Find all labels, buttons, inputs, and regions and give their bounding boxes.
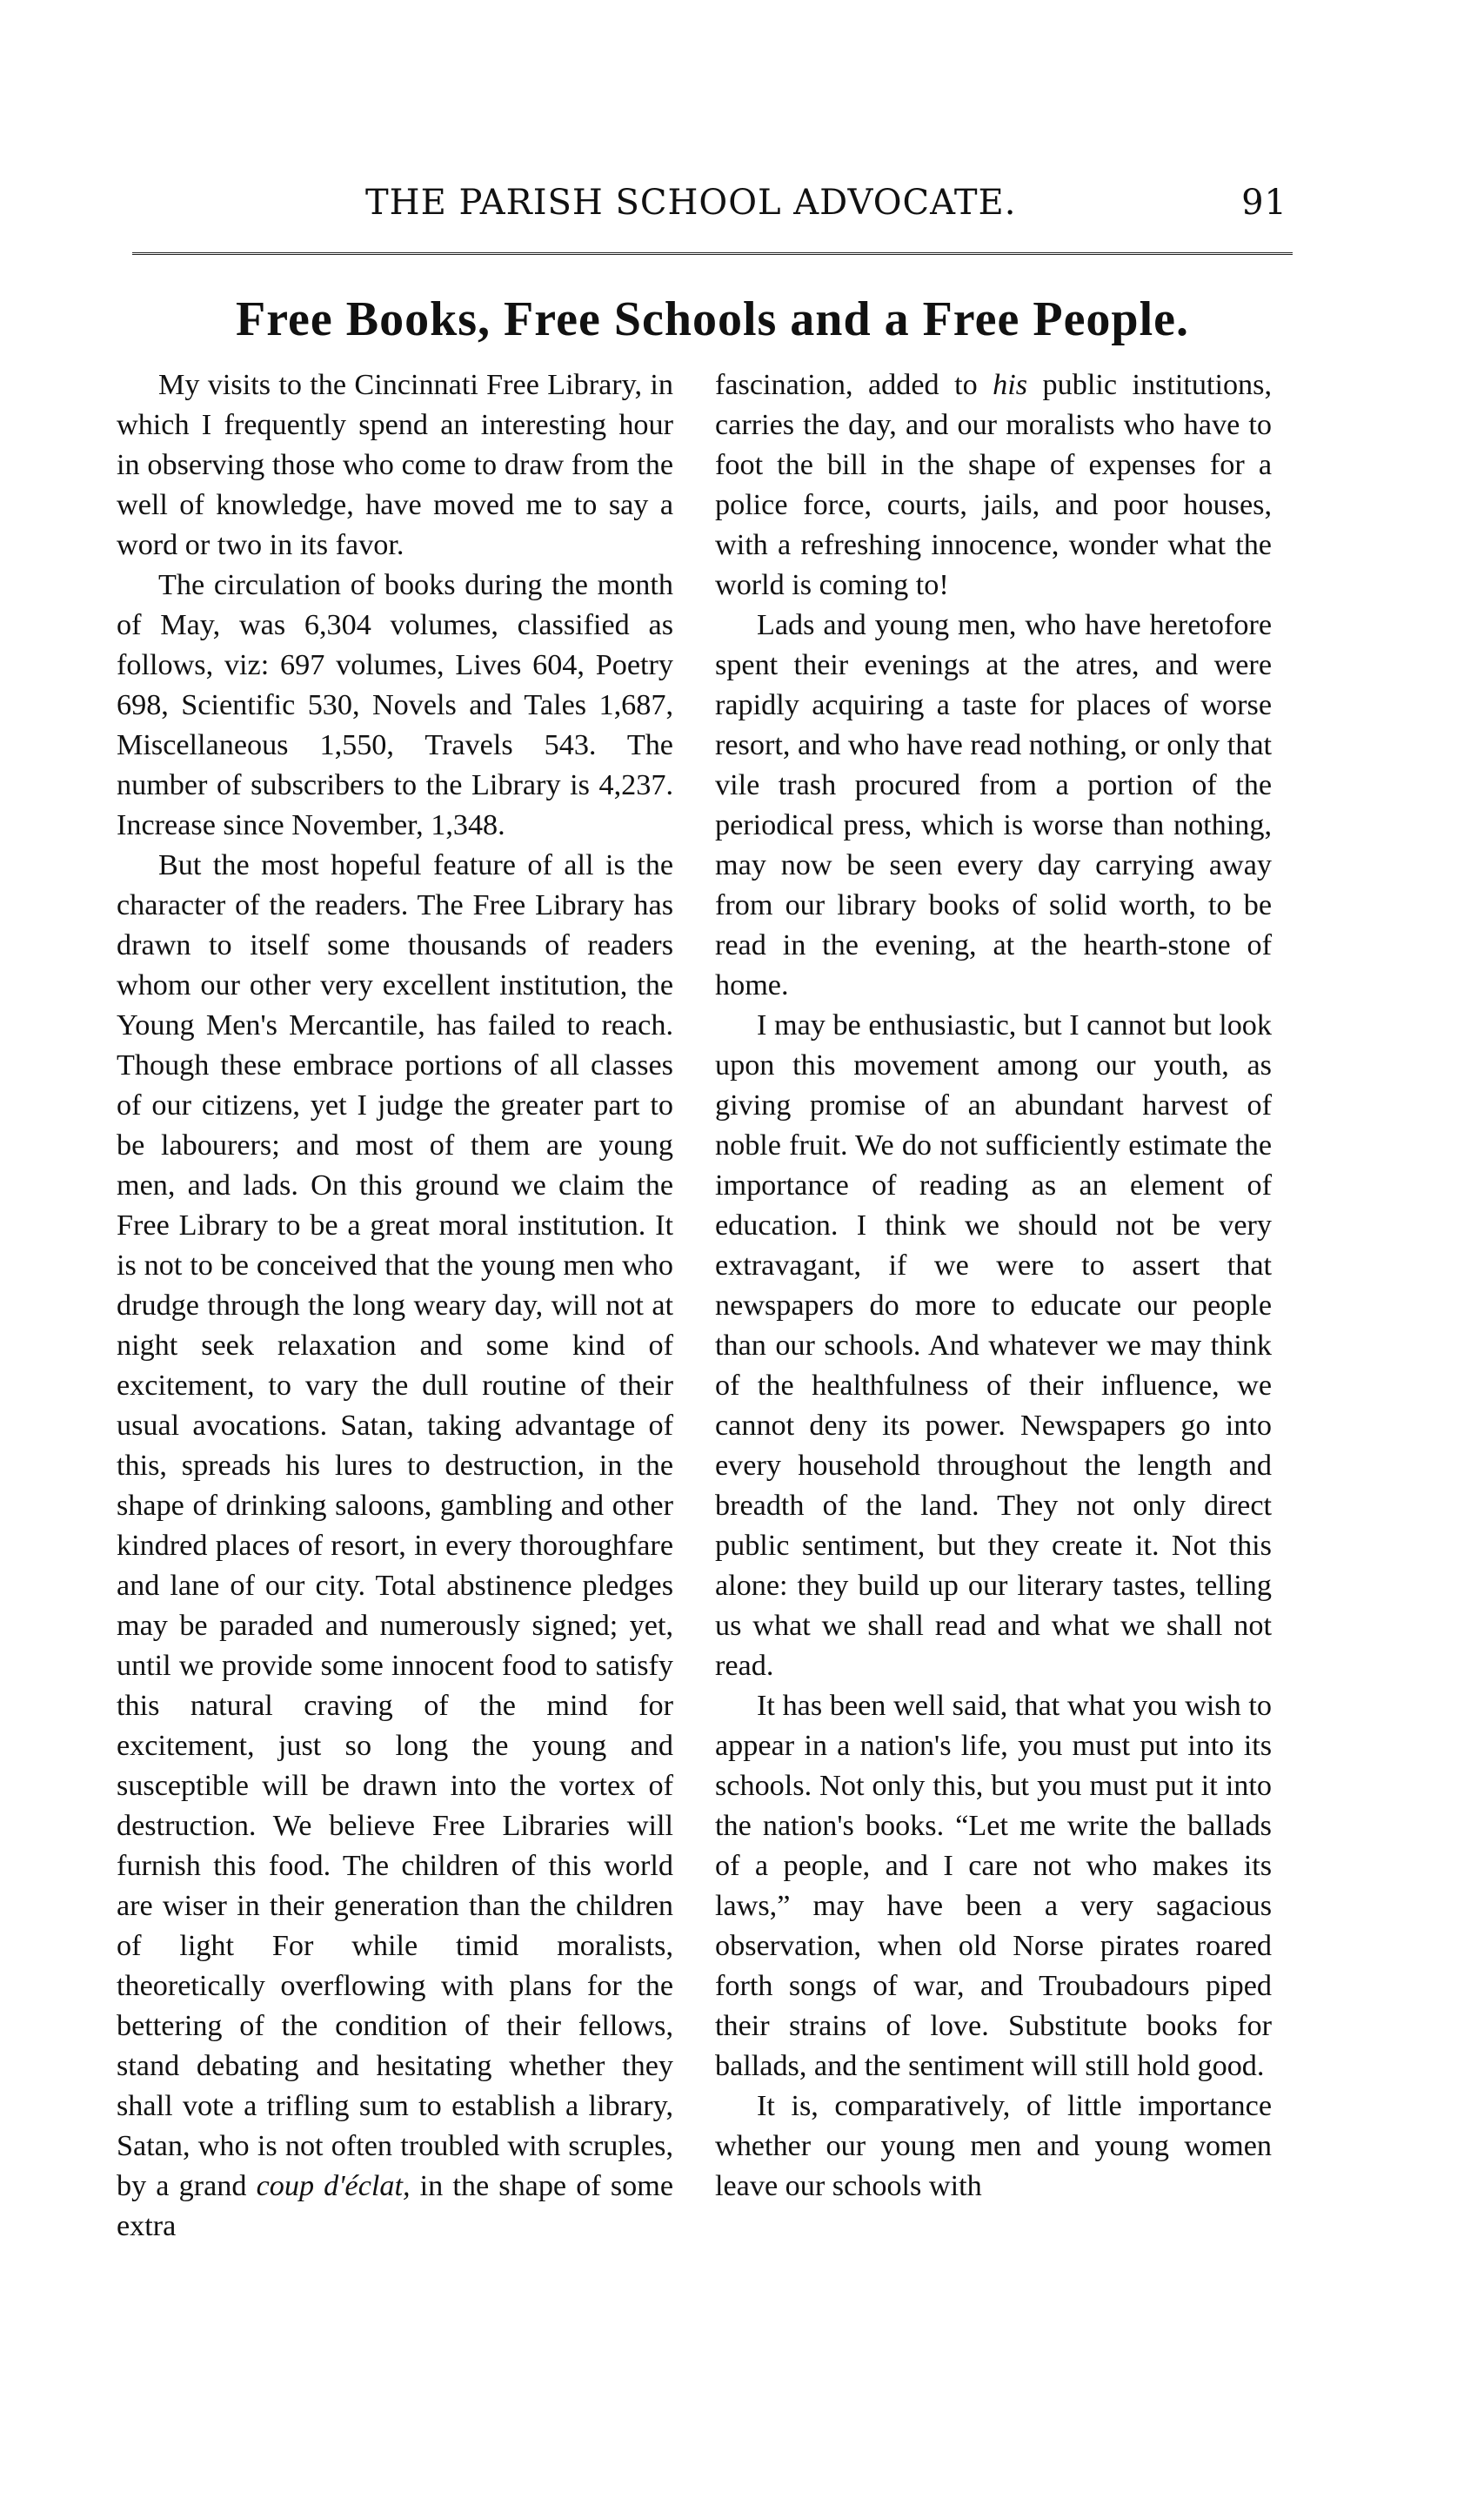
paragraph: I may be enthusiastic, but I cannot but look upon this movement among our youth, as giving promise of an abundant harvest of noble fruit. We do not sufficiently estimate the importance of reading as an element of education. I think we should not be very extravagant, if we were to assert that newspapers do more to educate our people than our schools. And whatever we may think of the healthfulness of their influence, we cannot deny its power. Newspapers go into every household throughout the length and breadth of the land. They not only direct public sentiment, but they create it. Not this alone: they build up our literary tastes, telling us what we shall read and what we shall not read.: [715, 1009, 1272, 1682]
italic-word: his: [993, 369, 1028, 401]
running-title: THE PARISH SCHOOL ADVOCATE.: [365, 183, 1017, 223]
left-column: [117, 365, 673, 2247]
italic-phrase: coup d'éclat,: [256, 2170, 411, 2202]
paragraph: It has been well said, that what you wish to appear in a nation's life, you must put into its schools. Not only this, but you must put it into the nation's books. “Let me write the ballads of a people, and I care not who makes its laws,” may have been a very sagacious observation, when old Norse pirates roared forth songs of war, and Troubadours piped their strains of love. Substitute books for ballads, and the sentiment will still hold good.: [715, 1690, 1272, 2082]
paragraph: fascination, added to his public institutions, carries the day, and our moralists who have to foot the bill in the shape of expenses for a police force, courts, jails, and poor houses, with a refreshing innocence, wonder what the world is coming to!: [715, 369, 1272, 601]
paragraph: Lads and young men, who have heretofore spent their evenings at the atres, and were rapidly acquiring a taste for places of worse resort, and who have read nothing, or only that vile trash procured from a portion of the periodical press, which is worse than nothing, may now be seen every day carrying away from our library books of solid worth, to be read in the evening, at the hearth-stone of home.: [715, 609, 1272, 1001]
article-title: Free Books, Free Schools and a Free People.: [236, 292, 1189, 346]
paragraph: It is, comparatively, of little importance whether our young men and young women leave our schools with: [715, 2090, 1272, 2202]
paragraph: But the most hopeful feature of all is the character of the readers. The Free Library has drawn to itself some thousands of readers whom our other very excellent institution, the Young Men's Mercantile, has failed to reach. Though these embrace portions of all classes of our citizens, yet I judge the greater part to be labourers; and most of them are young men, and lads. On this ground we claim the Free Library to be a great moral institution. It is not to be conceived that the young men who drudge through the long weary day, will not at night seek relaxation and some kind of excitement, to vary the dull routine of their usual avocations. Satan, taking advantage of this, spreads his lures to destruction, in the shape of drinking saloons, gambling and other kindred places of resort, in every thoroughfare and lane of our city. Total abstinence pledges may be paraded and numerously signed; yet, until we provide some innocent food to satisfy this natural craving of the mind for excitement, just so long the young and susceptible will be drawn into the vortex of destruction. We believe Free Libraries will furnish this food. The children of this world are wiser in their generation than the children of light For while timid moralists, theoretically overflowing with plans for the bettering of the condition of their fellows, stand debating and hesitating whether they shall vote a trifling sum to establish a library, Satan, who is not often troubled with scruples, by a grand coup d'éclat, in the shape of some extra: [117, 849, 673, 2242]
right-column: [715, 365, 1272, 2207]
paragraph: My visits to the Cincinnati Free Library, in which I frequently spend an interesting hour in observing those who come to draw from the well of knowledge, have moved me to say a word or two in its favor.: [117, 369, 673, 561]
paragraph: The circulation of books during the month of May, was 6,304 volumes, classified as follows, viz: 697 volumes, Lives 604, Poetry 698, Scientific 530, Novels and Tales 1,687, Miscellaneous 1,550, Travels 543. The number of subscribers to the Library is 4,237. Increase since November, 1,348.: [117, 569, 673, 841]
header-rule: [132, 252, 1293, 260]
page-number: 91: [1241, 183, 1287, 223]
